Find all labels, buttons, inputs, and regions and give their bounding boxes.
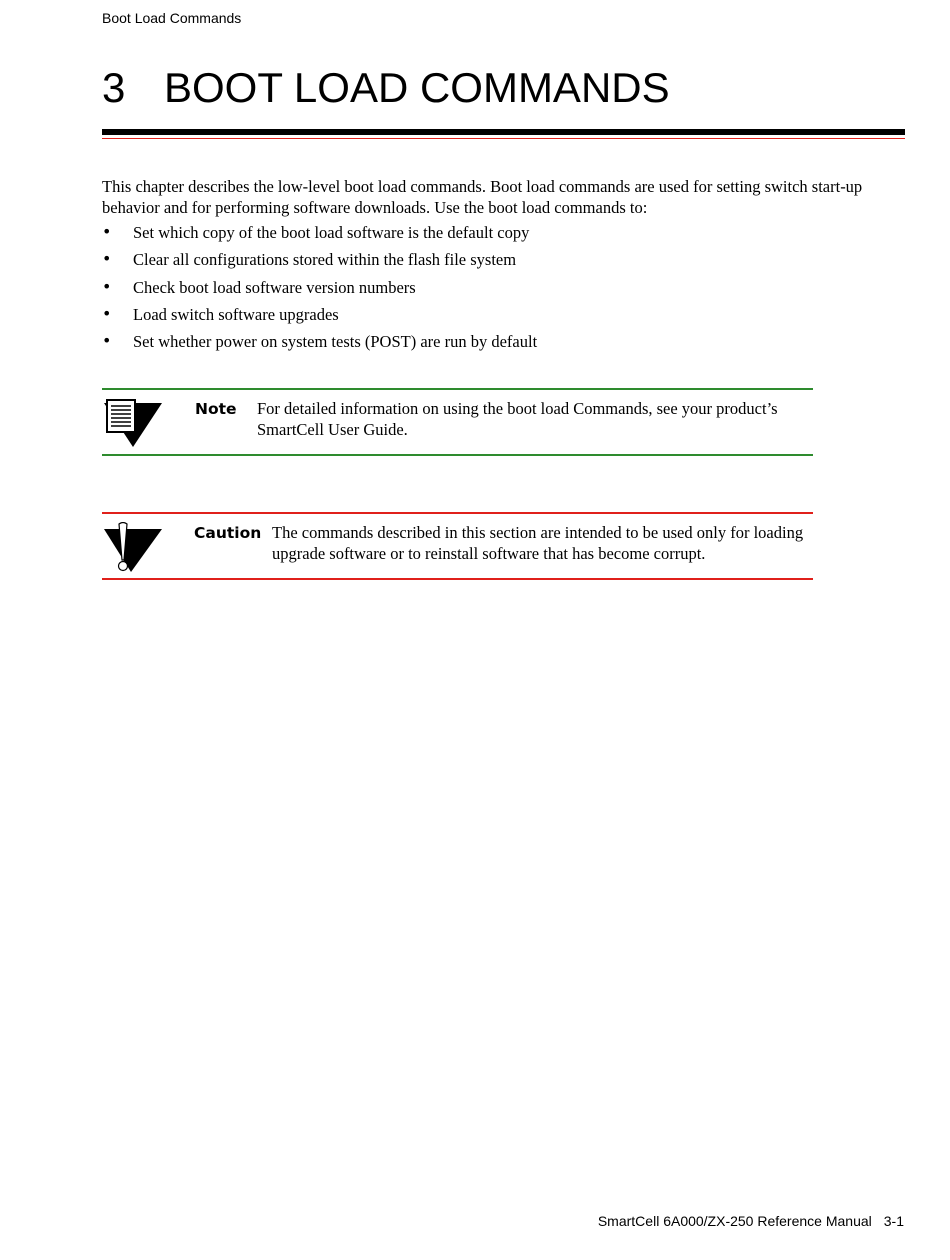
list-item [102, 332, 905, 359]
caution-top-rule [102, 512, 813, 514]
footer-manual-title: SmartCell 6A000/ZX-250 Reference Manual [597, 1213, 872, 1229]
note-text: For detailed information on using the boot load Commands, see your product’s SmartCell User Guide. [257, 399, 778, 439]
chapter-title-text: BOOT LOAD COMMANDS [164, 64, 670, 111]
chapter-number: 3 [102, 64, 126, 111]
list-item [102, 250, 905, 277]
caution-icon [102, 522, 166, 576]
running-header: Boot Load Commands [102, 10, 242, 26]
caution-callout [102, 512, 813, 580]
note-icon [102, 398, 166, 452]
bullet-icon: • [102, 331, 112, 351]
note-label: Note [195, 400, 237, 418]
bullet-list [102, 223, 905, 359]
list-item-text: Clear all configurations stored within the flash file system [133, 250, 517, 270]
running-footer [598, 1213, 904, 1229]
bullet-icon: • [102, 276, 112, 296]
bullet-icon: • [102, 303, 112, 323]
caution-text: The commands described in this section are intended to be used only for loading upgrade software or to reinstall software that has become corrupt. [272, 523, 804, 563]
chapter-title [102, 62, 670, 114]
list-item [102, 305, 905, 332]
title-rule-thin [102, 138, 905, 139]
note-bottom-rule [102, 454, 813, 456]
list-item [102, 223, 905, 250]
list-item-text: Set which copy of the boot load software is the default copy [133, 223, 530, 242]
list-item-text: Check boot load software version numbers [133, 277, 416, 297]
title-rule-thick [102, 129, 905, 135]
bullet-icon: • [102, 222, 112, 241]
list-item-text: Set whether power on system tests (POST) are run by default [133, 332, 538, 352]
caution-bottom-rule [102, 578, 813, 580]
note-callout [102, 388, 813, 456]
note-top-rule [102, 388, 813, 390]
list-item [102, 278, 905, 305]
page-number: 3-1 [883, 1213, 904, 1229]
intro-paragraph: This chapter describes the low-level boot load commands. Boot load commands are used for setting switch start-up behavior and for performing software downloads. Use the boot load commands to: [102, 177, 863, 217]
caution-label: Caution [194, 524, 262, 542]
bullet-icon: • [102, 249, 112, 269]
list-item-text: Load switch software upgrades [133, 304, 339, 324]
